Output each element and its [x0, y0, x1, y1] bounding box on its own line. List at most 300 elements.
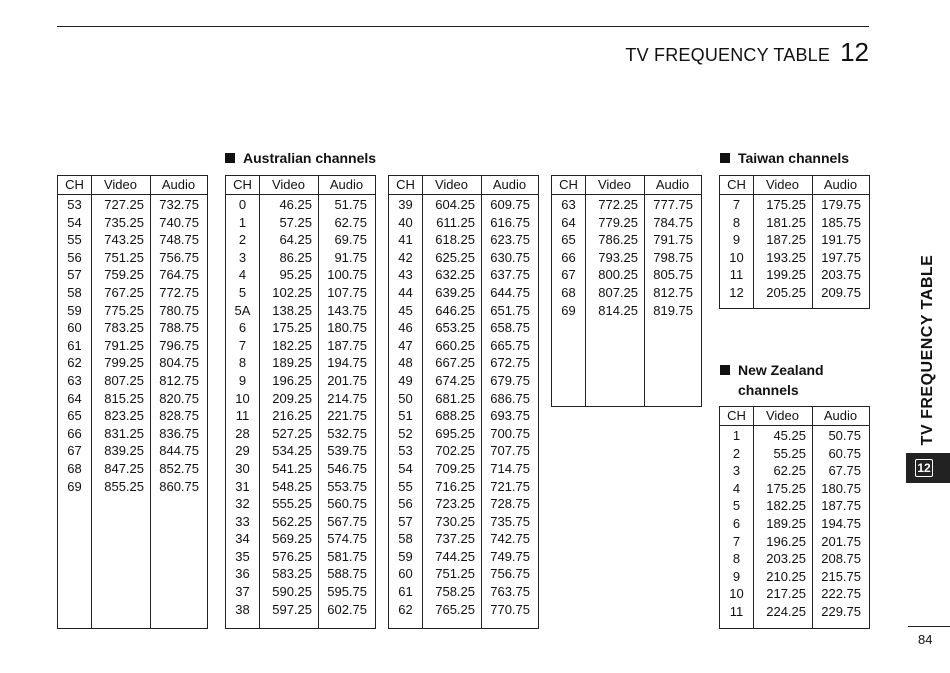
video-frequency-cell: 555.25 [272, 496, 312, 512]
video-frequency-cell: 181.25 [766, 214, 806, 230]
channel-cell: 59 [67, 302, 82, 318]
video-frequency-cell: 779.25 [598, 214, 638, 230]
audio-header: Audio [655, 177, 690, 192]
table-row [58, 407, 207, 425]
table-row [389, 337, 538, 355]
video-frequency-cell: 667.25 [435, 355, 475, 371]
channel-cell: 7 [732, 533, 741, 549]
video-frequency-cell: 205.25 [766, 284, 806, 300]
channel-cell: 34 [235, 531, 250, 547]
channel-cell: 30 [235, 460, 250, 476]
video-frequency-cell: 611.25 [436, 214, 475, 230]
channel-cell: 66 [67, 425, 82, 441]
table-row [720, 568, 869, 586]
table-header-row [226, 176, 375, 195]
video-frequency-cell: 189.25 [766, 515, 806, 531]
channel-cell: 2 [732, 445, 741, 461]
audio-frequency-cell: 728.75 [490, 496, 530, 512]
channel-cell: 53 [67, 197, 82, 212]
video-frequency-cell: 751.25 [435, 566, 475, 582]
top-rule [57, 26, 869, 27]
audio-frequency-cell: 732.75 [159, 197, 199, 212]
audio-frequency-cell: 539.75 [327, 443, 367, 459]
table-row [226, 442, 375, 460]
video-frequency-cell: 95.25 [279, 267, 312, 283]
video-frequency-cell: 765.25 [435, 601, 475, 617]
channel-cell: 47 [398, 337, 413, 353]
video-frequency-cell: 751.25 [104, 249, 144, 265]
channel-cell: 8 [732, 551, 741, 567]
video-frequency-cell: 737.25 [435, 531, 475, 547]
video-frequency-cell: 590.25 [272, 584, 312, 600]
audio-frequency-cell: 187.75 [821, 498, 861, 514]
table-row [226, 337, 375, 355]
table-body [552, 195, 701, 319]
video-frequency-cell: 209.25 [272, 390, 312, 406]
channel-cell: 44 [398, 284, 413, 300]
video-frequency-cell: 743.25 [104, 232, 144, 248]
audio-frequency-cell: 828.75 [159, 408, 199, 424]
video-header: Video [597, 177, 631, 192]
video-frequency-cell: 759.25 [104, 267, 144, 283]
column-divider [481, 176, 482, 628]
table-row [226, 495, 375, 513]
channel-cell: 4 [238, 267, 247, 283]
video-frequency-cell: 847.25 [104, 460, 144, 476]
video-header: Video [434, 177, 468, 192]
video-frequency-cell: 791.25 [104, 337, 144, 353]
audio-frequency-cell: 860.75 [159, 478, 199, 494]
video-frequency-cell: 527.25 [272, 425, 312, 441]
video-frequency-cell: 569.25 [272, 531, 312, 547]
video-frequency-cell: 695.25 [435, 425, 475, 441]
video-frequency-cell: 562.25 [272, 513, 312, 529]
channel-cell: 37 [235, 584, 250, 600]
table-row [552, 214, 701, 232]
section-heading-new-zealand: New Zealand channels [720, 360, 824, 400]
video-frequency-cell: 793.25 [598, 249, 638, 265]
column-divider [812, 407, 813, 628]
table-row [720, 231, 869, 249]
channel-cell: 35 [235, 548, 250, 564]
audio-frequency-cell: 588.75 [327, 566, 367, 582]
channel-cell: 53 [398, 443, 413, 459]
ch-header: CH [727, 177, 746, 192]
video-frequency-cell: 730.25 [435, 513, 475, 529]
table-row [389, 407, 538, 425]
table-row [720, 550, 869, 568]
audio-frequency-cell: 180.75 [821, 480, 861, 496]
channel-cell: 52 [398, 425, 413, 441]
audio-frequency-cell: 764.75 [159, 267, 199, 283]
table-row [58, 460, 207, 478]
table-row [720, 515, 869, 533]
channel-cell: 68 [67, 460, 82, 476]
audio-frequency-cell: 179.75 [821, 197, 861, 212]
channel-cell: 33 [235, 513, 250, 529]
video-frequency-cell: 681.25 [435, 390, 475, 406]
channel-cell: 10 [729, 249, 744, 265]
audio-frequency-cell: 616.75 [490, 214, 530, 230]
audio-frequency-cell: 50.75 [828, 428, 861, 443]
audio-frequency-cell: 560.75 [327, 496, 367, 512]
channel-cell: 67 [561, 267, 576, 283]
table-row [58, 196, 207, 214]
table-row [389, 478, 538, 496]
channel-cell: 8 [732, 214, 741, 230]
section-heading-australian: Australian channels [225, 148, 376, 168]
audio-frequency-cell: 623.75 [490, 232, 530, 248]
table-row [552, 231, 701, 249]
channel-cell: 8 [238, 355, 247, 371]
table-row [389, 284, 538, 302]
table-row [58, 425, 207, 443]
chapter-tab [906, 453, 950, 483]
table-row [226, 390, 375, 408]
audio-frequency-cell: 796.75 [159, 337, 199, 353]
channel-cell: 58 [398, 531, 413, 547]
table-row [720, 445, 869, 463]
table-row [226, 601, 375, 619]
table-row [226, 583, 375, 601]
audio-header: Audio [492, 177, 527, 192]
audio-frequency-cell: 693.75 [490, 408, 530, 424]
video-frequency-cell: 831.25 [104, 425, 144, 441]
video-frequency-cell: 196.25 [272, 372, 312, 388]
audio-frequency-cell: 819.75 [653, 302, 693, 318]
video-frequency-cell: 57.25 [279, 214, 312, 230]
chapter-number: 12 [840, 37, 869, 67]
audio-frequency-cell: 194.75 [327, 355, 367, 371]
audio-frequency-cell: 222.75 [821, 586, 861, 602]
video-header: Video [765, 177, 799, 192]
audio-frequency-cell: 749.75 [490, 548, 530, 564]
channel-cell: 68 [561, 284, 576, 300]
table-row [720, 480, 869, 498]
video-frequency-cell: 800.25 [598, 267, 638, 283]
column-divider [91, 176, 92, 628]
channel-cell: 55 [398, 478, 413, 494]
audio-frequency-cell: 756.75 [159, 249, 199, 265]
video-frequency-cell: 772.25 [598, 197, 638, 212]
video-frequency-cell: 625.25 [435, 249, 475, 265]
audio-frequency-cell: 700.75 [490, 425, 530, 441]
channel-cell: 46 [398, 320, 413, 336]
table-row [226, 266, 375, 284]
column-divider [753, 176, 754, 308]
audio-frequency-cell: 784.75 [653, 214, 693, 230]
video-frequency-cell: 189.25 [272, 355, 312, 371]
audio-frequency-cell: 812.75 [653, 284, 693, 300]
table-row [389, 302, 538, 320]
frequency-table-australia-3 [388, 175, 539, 629]
video-frequency-cell: 541.25 [272, 460, 312, 476]
audio-frequency-cell: 595.75 [327, 584, 367, 600]
channel-cell: 38 [235, 601, 250, 617]
channel-cell: 60 [398, 566, 413, 582]
audio-frequency-cell: 214.75 [327, 390, 367, 406]
channel-cell: 39 [398, 197, 413, 212]
channel-cell: 36 [235, 566, 250, 582]
channel-cell: 66 [561, 249, 576, 265]
table-row [58, 319, 207, 337]
channel-cell: 51 [398, 408, 413, 424]
channel-cell: 65 [561, 232, 576, 248]
audio-frequency-cell: 742.75 [490, 531, 530, 547]
channel-cell: 3 [732, 463, 741, 479]
audio-frequency-cell: 836.75 [159, 425, 199, 441]
video-frequency-cell: 786.25 [598, 232, 638, 248]
video-frequency-cell: 196.25 [766, 533, 806, 549]
audio-frequency-cell: 820.75 [159, 390, 199, 406]
audio-frequency-cell: 201.75 [327, 372, 367, 388]
table-row [720, 603, 869, 621]
table-header-row [720, 176, 869, 195]
audio-frequency-cell: 187.75 [327, 337, 367, 353]
video-frequency-cell: 646.25 [435, 302, 475, 318]
frequency-table-australia-1 [57, 175, 208, 629]
channel-cell: 54 [67, 214, 82, 230]
video-frequency-cell: 799.25 [104, 355, 144, 371]
video-frequency-cell: 727.25 [104, 197, 144, 212]
video-frequency-cell: 548.25 [272, 478, 312, 494]
table-row [226, 513, 375, 531]
table-row [226, 425, 375, 443]
channel-cell: 57 [67, 267, 82, 283]
audio-frequency-cell: 844.75 [159, 443, 199, 459]
table-row [389, 196, 538, 214]
table-row [389, 425, 538, 443]
channel-cell: 11 [729, 267, 744, 283]
table-row [720, 497, 869, 515]
channel-cell: 56 [67, 249, 82, 265]
audio-frequency-cell: 567.75 [327, 513, 367, 529]
audio-frequency-cell: 651.75 [490, 302, 530, 318]
channel-cell: 59 [398, 548, 413, 564]
table-body [389, 195, 538, 618]
page-title: TV FREQUENCY TABLE [625, 45, 831, 65]
table-row [58, 372, 207, 390]
video-frequency-cell: 175.25 [766, 197, 806, 212]
channel-cell: 62 [398, 601, 413, 617]
audio-frequency-cell: 602.75 [327, 601, 367, 617]
video-frequency-cell: 102.25 [272, 284, 312, 300]
table-row [720, 533, 869, 551]
table-body [58, 195, 207, 495]
audio-frequency-cell: 798.75 [653, 249, 693, 265]
video-frequency-cell: 709.25 [435, 460, 475, 476]
table-header-row [389, 176, 538, 195]
audio-frequency-cell: 91.75 [334, 249, 367, 265]
page-header [625, 37, 869, 68]
channel-cell: 4 [732, 480, 741, 496]
audio-frequency-cell: 763.75 [490, 584, 530, 600]
channel-cell: 55 [67, 232, 82, 248]
channel-cell: 0 [238, 197, 247, 212]
table-body [720, 195, 869, 302]
table-body [720, 426, 869, 621]
channel-cell: 32 [235, 496, 250, 512]
table-row [58, 231, 207, 249]
audio-frequency-cell: 574.75 [327, 531, 367, 547]
audio-frequency-cell: 852.75 [159, 460, 199, 476]
audio-frequency-cell: 637.75 [490, 267, 530, 283]
table-row [226, 249, 375, 267]
table-row [226, 478, 375, 496]
frequency-table-new-zealand [719, 406, 870, 629]
table-row [226, 231, 375, 249]
table-body [226, 195, 375, 618]
table-row [58, 249, 207, 267]
table-row [389, 583, 538, 601]
video-frequency-cell: 604.25 [435, 197, 475, 212]
channel-cell: 5 [238, 284, 247, 300]
table-row [389, 266, 538, 284]
channel-cell: 61 [398, 584, 413, 600]
column-divider [259, 176, 260, 628]
video-frequency-cell: 814.25 [598, 302, 638, 318]
channel-cell: 6 [238, 320, 247, 336]
table-row [226, 548, 375, 566]
table-row [389, 319, 538, 337]
video-frequency-cell: 702.25 [435, 443, 475, 459]
table-row [552, 302, 701, 320]
channel-cell: 12 [729, 284, 744, 300]
channel-cell: 11 [729, 603, 744, 619]
audio-frequency-cell: 714.75 [490, 460, 530, 476]
table-header-row [58, 176, 207, 195]
channel-cell: 69 [67, 478, 82, 494]
video-frequency-cell: 735.25 [104, 214, 144, 230]
table-row [58, 302, 207, 320]
video-frequency-cell: 639.25 [435, 284, 475, 300]
channel-cell: 10 [729, 586, 744, 602]
audio-frequency-cell: 203.75 [821, 267, 861, 283]
channel-cell: 1 [238, 214, 247, 230]
video-frequency-cell: 175.25 [766, 480, 806, 496]
table-header-row [552, 176, 701, 195]
ch-header: CH [233, 177, 252, 192]
channel-cell: 64 [67, 390, 82, 406]
audio-frequency-cell: 581.75 [327, 548, 367, 564]
channel-cell: 45 [398, 302, 413, 318]
channel-cell: 9 [238, 372, 247, 388]
sidebar-chapter-title: TV FREQUENCY TABLE [919, 254, 936, 446]
video-frequency-cell: 744.25 [435, 548, 475, 564]
table-header-row [720, 407, 869, 426]
audio-frequency-cell: 51.75 [334, 197, 367, 212]
channel-cell: 58 [67, 284, 82, 300]
audio-frequency-cell: 215.75 [821, 568, 861, 584]
audio-frequency-cell: 756.75 [490, 566, 530, 582]
frequency-table-taiwan [719, 175, 870, 309]
video-frequency-cell: 807.25 [104, 372, 144, 388]
column-divider [318, 176, 319, 628]
channel-cell: 3 [238, 249, 247, 265]
table-row [226, 284, 375, 302]
video-frequency-cell: 618.25 [435, 232, 475, 248]
video-frequency-cell: 199.25 [766, 267, 806, 283]
ch-header: CH [559, 177, 578, 192]
video-frequency-cell: 815.25 [104, 390, 144, 406]
video-frequency-cell: 653.25 [435, 320, 475, 336]
frequency-table-australia-2 [225, 175, 376, 629]
table-row [58, 266, 207, 284]
column-divider [150, 176, 151, 628]
table-row [389, 231, 538, 249]
table-row [720, 427, 869, 445]
table-row [720, 266, 869, 284]
audio-frequency-cell: 804.75 [159, 355, 199, 371]
table-row [389, 530, 538, 548]
table-row [226, 460, 375, 478]
channel-cell: 7 [732, 197, 741, 212]
video-frequency-cell: 855.25 [104, 478, 144, 494]
audio-frequency-cell: 197.75 [821, 249, 861, 265]
video-frequency-cell: 182.25 [272, 337, 312, 353]
bottom-rule [908, 626, 950, 627]
video-frequency-cell: 723.25 [435, 496, 475, 512]
video-frequency-cell: 62.25 [773, 463, 806, 479]
channel-cell: 56 [398, 496, 413, 512]
table-row [720, 462, 869, 480]
channel-cell: 50 [398, 390, 413, 406]
table-row [226, 319, 375, 337]
audio-header: Audio [823, 177, 858, 192]
channel-cell: 61 [67, 337, 82, 353]
channel-cell: 40 [398, 214, 413, 230]
table-row [389, 390, 538, 408]
audio-frequency-cell: 60.75 [828, 445, 861, 461]
audio-frequency-cell: 208.75 [821, 551, 861, 567]
section-heading-taiwan: Taiwan channels [720, 148, 849, 168]
video-frequency-cell: 632.25 [435, 267, 475, 283]
ch-header: CH [65, 177, 84, 192]
video-header: Video [103, 177, 137, 192]
table-row [552, 266, 701, 284]
column-divider [753, 407, 754, 628]
channel-cell: 49 [398, 372, 413, 388]
audio-header: Audio [161, 177, 196, 192]
table-row [58, 214, 207, 232]
table-row [389, 354, 538, 372]
audio-frequency-cell: 791.75 [653, 232, 693, 248]
video-frequency-cell: 217.25 [766, 586, 806, 602]
video-frequency-cell: 597.25 [272, 601, 312, 617]
table-row [58, 478, 207, 496]
audio-frequency-cell: 748.75 [159, 232, 199, 248]
table-row [720, 249, 869, 267]
video-frequency-cell: 775.25 [104, 302, 144, 318]
audio-frequency-cell: 107.75 [327, 284, 367, 300]
chapter-tab-number: 12 [915, 459, 933, 477]
video-frequency-cell: 688.25 [435, 408, 475, 424]
video-frequency-cell: 138.25 [272, 302, 312, 318]
table-row [389, 460, 538, 478]
channel-cell: 28 [235, 425, 250, 441]
channel-cell: 57 [398, 513, 413, 529]
table-row [226, 214, 375, 232]
audio-frequency-cell: 672.75 [490, 355, 530, 371]
channel-cell: 1 [732, 428, 741, 443]
audio-frequency-cell: 679.75 [490, 372, 530, 388]
video-frequency-cell: 187.25 [766, 232, 806, 248]
audio-frequency-cell: 185.75 [821, 214, 861, 230]
audio-header: Audio [823, 408, 858, 423]
video-frequency-cell: 583.25 [272, 566, 312, 582]
ch-header: CH [727, 408, 746, 423]
column-divider [644, 176, 645, 406]
